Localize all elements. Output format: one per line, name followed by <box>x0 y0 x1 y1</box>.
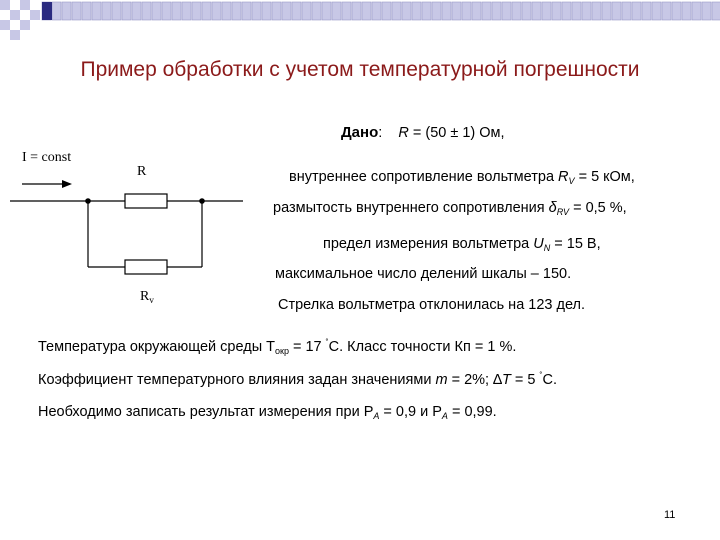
measurement-limit-line: предел измерения вольтметра $U_N = 15$ В, <box>323 236 601 253</box>
header-decoration <box>0 0 720 40</box>
resistance-spread-line: размытость внутреннего сопротивления $\delta_{RV} = 0,5$ %, <box>273 200 627 217</box>
current-label: I = const <box>22 150 72 165</box>
r-value: = (50 ± 1) Ом, <box>408 125 505 141</box>
scale-divisions-line: максимальное число делений шкалы – 150. <box>275 266 572 282</box>
temperature-coefficient-line: Коэффициент температурного влияния задан значениями m = 2%; ∆T = 5 ˚С. <box>38 371 557 388</box>
slide-title: Пример обработки с учетом температурной погрешности <box>80 58 640 81</box>
resistor-rv-label: $R_v$ <box>140 289 154 305</box>
deflection-line: Стрелка вольтметра отклонилась на 123 дел. <box>278 297 586 313</box>
temperature-line: Температура окружающей среды $Т_{окр} = 17$ ˚С. Класс точности Кп = 1 %. <box>38 338 517 356</box>
resistor-r-label: R <box>137 164 147 179</box>
given-label: Дано <box>341 124 379 141</box>
given-line <box>341 124 505 141</box>
given-colon: : <box>378 125 383 141</box>
task-line: Необходимо записать результат измерения при $Р_А = 0,9$ и $Р_А = 0,99$. <box>38 404 497 421</box>
resistor-r <box>125 194 167 208</box>
r-symbol: R <box>398 125 409 141</box>
arrow-head <box>62 180 72 188</box>
page-number: 11 <box>664 509 676 521</box>
resistor-rv <box>125 260 167 274</box>
voltmeter-resistance-line: внутреннее сопротивление вольтметра $R_V = 5$ кОм, <box>289 169 635 186</box>
circuit-diagram <box>0 140 260 315</box>
